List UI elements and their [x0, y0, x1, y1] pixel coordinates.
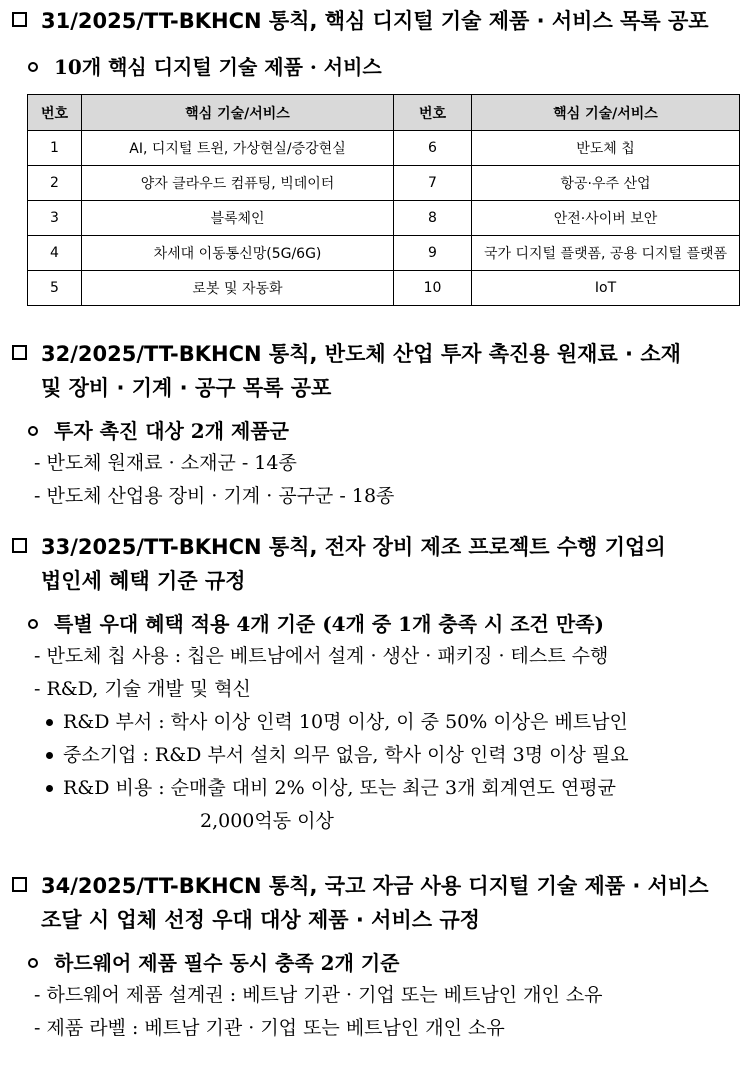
section-33 [10, 530, 743, 838]
subheading-text: 특별 우대 혜택 적용 4개 기준 (4개 중 1개 충족 시 조건 만족) [54, 612, 604, 636]
table-row [28, 236, 740, 271]
subheading-text: 투자 촉진 대상 2개 제품군 [54, 419, 289, 443]
header-cell: 핵심 기술/서비스 [472, 95, 740, 131]
section-34 [10, 869, 743, 1045]
section-32 [10, 337, 743, 513]
table-cell: 4 [28, 236, 82, 271]
section-31 [10, 4, 743, 83]
circle-bullet-icon [28, 619, 38, 629]
subheading-text: 10개 핵심 디지털 기술 제품 · 서비스 [54, 55, 382, 79]
subheading-text: 하드웨어 제품 필수 동시 충족 2개 기준 [54, 951, 400, 975]
section-title-line: 및 장비 · 기계 · 공구 목록 공포 [41, 376, 332, 400]
table-cell: 블록체인 [82, 201, 394, 236]
table-cell: 2 [28, 166, 82, 201]
table-cell: 7 [394, 166, 472, 201]
list-item: - R&D, 기술 개발 및 혁신 [34, 678, 251, 700]
table-cell: 1 [28, 131, 82, 166]
table-cell: 항공·우주 산업 [472, 166, 740, 201]
section-title [10, 4, 743, 38]
table-header-row [28, 95, 740, 131]
checkbox-square-icon [12, 12, 27, 27]
table-cell: 6 [394, 131, 472, 166]
subheading [10, 415, 743, 447]
bullet-item [10, 772, 743, 805]
bullet-text: R&D 부서 : 학사 이상 인력 10명 이상, 이 중 50% 이상은 베트남인 [63, 711, 628, 733]
header-cell: 번호 [28, 95, 82, 131]
bullet-dot-icon [46, 752, 53, 759]
checkbox-square-icon [12, 877, 27, 892]
section-title-line: 34/2025/TT-BKHCN 통칙, 국고 자금 사용 디지털 기술 제품 · 서비스 [41, 874, 709, 898]
table-cell: 차세대 이동통신망(5G/6G) [82, 236, 394, 271]
table-cell: 국가 디지털 플랫폼, 공용 디지털 플랫폼 [472, 236, 740, 271]
section-title-text: 31/2025/TT-BKHCN 통칙, 핵심 디지털 기술 제품 · 서비스 목록 공포 [41, 9, 709, 33]
list-item: - 반도체 칩 사용 : 칩은 베트남에서 설계 · 생산 · 패키징 · 테스트 수행 [34, 645, 609, 667]
subheading [10, 51, 743, 83]
section-title-line: 법인세 혜택 기준 규정 [41, 569, 246, 593]
bullet-dot-icon [46, 719, 53, 726]
table-cell: 로봇 및 자동화 [82, 271, 394, 306]
subheading [10, 947, 743, 979]
list-item: - 하드웨어 제품 설계권 : 베트남 기관 · 기업 또는 베트남인 개인 소유 [34, 984, 603, 1006]
header-cell: 핵심 기술/서비스 [82, 95, 394, 131]
table-row [28, 166, 740, 201]
table-row [28, 131, 740, 166]
table-cell: 3 [28, 201, 82, 236]
section-title-line: 조달 시 업체 선정 우대 대상 제품 · 서비스 규정 [41, 908, 480, 932]
list-item: - 제품 라벨 : 베트남 기관 · 기업 또는 베트남인 개인 소유 [34, 1017, 505, 1039]
circle-bullet-icon [28, 958, 38, 968]
circle-bullet-icon [28, 62, 38, 72]
bullet-text: R&D 비용 : 순매출 대비 2% 이상, 또는 최근 3개 회계연도 연평균 [63, 777, 616, 799]
table-cell: 10 [394, 271, 472, 306]
bullet-item [10, 706, 743, 739]
table-row [28, 271, 740, 306]
list-item: - 반도체 원재료 · 소재군 - 14종 [34, 452, 297, 474]
table-cell: 8 [394, 201, 472, 236]
table-cell: 반도체 칩 [472, 131, 740, 166]
table-cell: IoT [472, 271, 740, 306]
section-title [10, 337, 743, 405]
table-cell: 안전·사이버 보안 [472, 201, 740, 236]
section-title [10, 869, 743, 937]
checkbox-square-icon [12, 538, 27, 553]
section-title-line: 33/2025/TT-BKHCN 통칙, 전자 장비 제조 프로젝트 수행 기업의 [41, 535, 666, 559]
bullet-item [10, 739, 743, 772]
core-tech-table [27, 94, 740, 306]
table-row [28, 201, 740, 236]
checkbox-square-icon [12, 345, 27, 360]
subheading [10, 608, 743, 640]
circle-bullet-icon [28, 426, 38, 436]
section-title [10, 530, 743, 598]
section-title-line: 32/2025/TT-BKHCN 통칙, 반도체 산업 투자 촉진용 원재료 · 소재 [41, 342, 681, 366]
bullet-text: 중소기업 : R&D 부서 설치 의무 없음, 학사 이상 인력 3명 이상 필요 [63, 744, 629, 766]
bullet-dot-icon [46, 785, 53, 792]
table-cell: 5 [28, 271, 82, 306]
table-cell: 9 [394, 236, 472, 271]
table-cell: AI, 디지털 트윈, 가상현실/증강현실 [82, 131, 394, 166]
table-cell: 양자 클라우드 컴퓨팅, 빅데이터 [82, 166, 394, 201]
bullet-continuation: 2,000억동 이상 [200, 810, 334, 832]
header-cell: 번호 [394, 95, 472, 131]
list-item: - 반도체 산업용 장비 · 기계 · 공구군 - 18종 [34, 485, 395, 507]
